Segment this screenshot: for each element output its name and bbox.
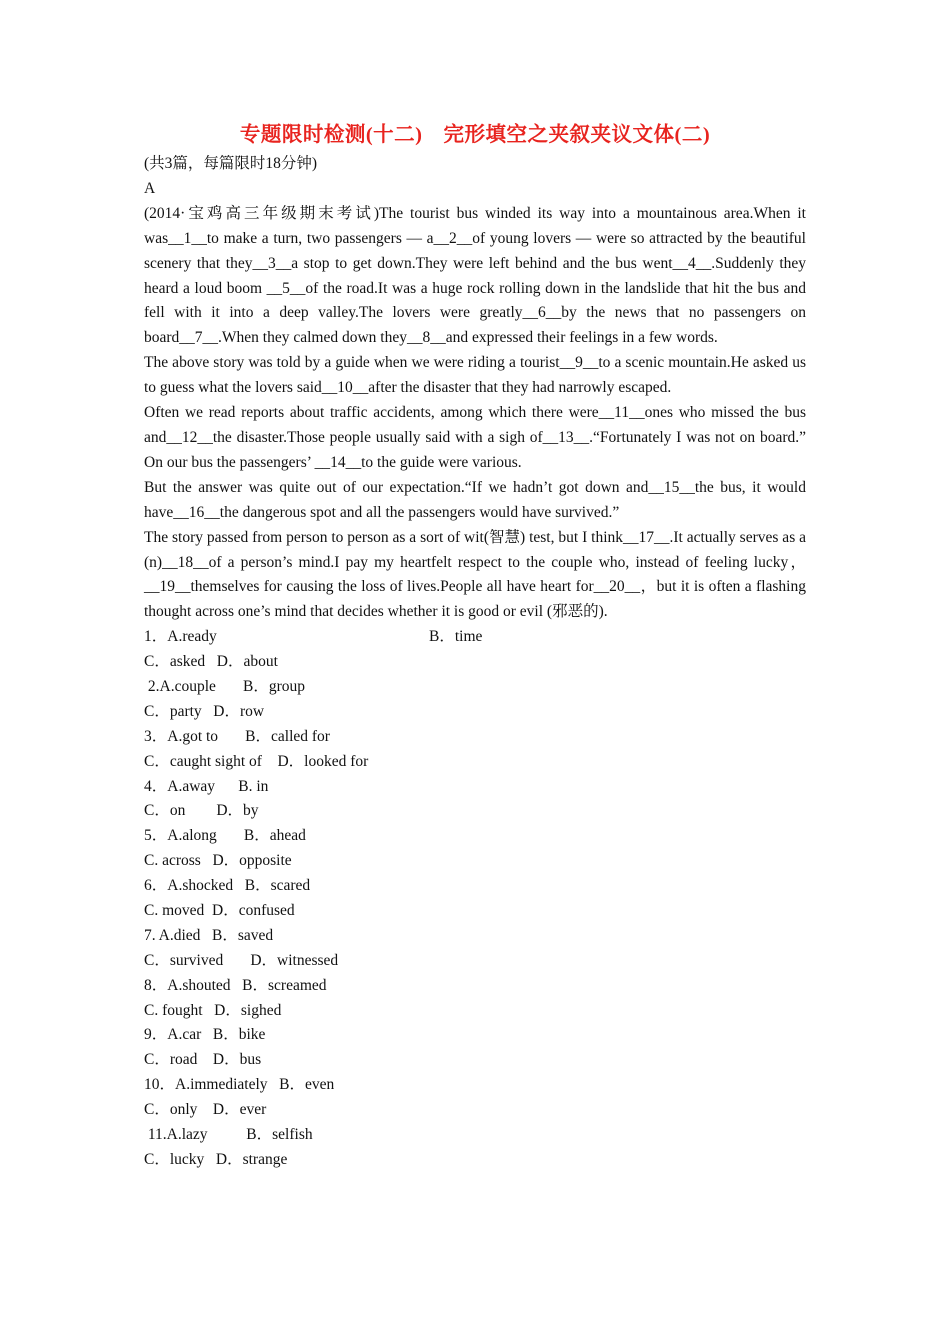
option-text: C．lucky D．strange (144, 1150, 288, 1168)
option-text: 5．A.along B．ahead (144, 827, 306, 845)
option-line (144, 775, 806, 800)
option-line (144, 849, 806, 874)
option-line (144, 824, 806, 849)
option-line (144, 999, 806, 1024)
option-text: C. fought D．sighed (144, 1001, 282, 1019)
option-text: C．survived D．witnessed (144, 951, 339, 969)
option-line (144, 650, 806, 675)
passage-paragraph-3: Often we read reports about traffic accidents, among which there were__11__ones who missed the bus and__12__the disaster.Those people usually said with a sigh of__13__.“Fortunately I was not on board.” On our bus the passengers’ __14__to the guide were various. (144, 404, 806, 471)
option-text: C．asked D．about (144, 653, 278, 671)
passage-paragraph-4: But the answer was quite out of our expectation.“If we hadn’t got down and__15__the bus, it would have__16__the dangerous spot and all the passengers would have survived.” (144, 478, 806, 521)
passage-paragraph-1: (2014·宝鸡高三年级期末考试)The tourist bus winded its way into a mountainous area.When it was__1__to make a turn, two passengers — a__2__of young lovers — were so attracted by the beautiful scenery that they__3__a stop to get down.They were left behind and the bus went__4__.Suddenly they heard a loud boom __5__of the road.It was a huge rock rolling down in the landslide that hit the bus and fell with it into a deep valley.The lovers were greatly__6__by the news that no passengers on board__7__.When they calmed down they__8__and expressed their feelings in a few words. (144, 204, 806, 347)
passage-paragraph-5: The story passed from person to person as a sort of wit(智慧) test, but I think__17__.It actually serves as a (n)__18__of a person’s mind.I pay my heartfelt respect to the couple who, instead of feeling lucky，__19__themselves for causing the loss of lives.People all have heart for__20__，but it is often a flashing thought across one’s mind that decides whether it is good or evil (邪恶的). (144, 528, 806, 621)
option-line (144, 799, 806, 824)
option-text: C. across D．opposite (144, 852, 292, 870)
option-text: C．road D．bus (144, 1051, 262, 1069)
option-text: C．only D．ever (144, 1101, 267, 1119)
option-line (144, 1073, 806, 1098)
option-text: C．on D．by (144, 802, 259, 820)
option-line (144, 1148, 806, 1173)
option-text: C．party D．row (144, 702, 265, 720)
option-line (144, 700, 806, 725)
option-line (144, 625, 806, 650)
option-text: 3．A.got to B．called for (144, 727, 330, 745)
option-text: 7. A.died B．saved (144, 926, 274, 944)
option-line (144, 974, 806, 999)
option-line (144, 725, 806, 750)
document-page (144, 118, 806, 1173)
page-title: 专题限时检测(十二) 完形填空之夹叙夹议文体(二) (239, 124, 711, 146)
option-line (144, 949, 806, 974)
option-text: 2.A.couple B．group (144, 678, 306, 695)
option-text: C．caught sight of D．looked for (144, 752, 369, 770)
option-text: 1．A.ready (144, 628, 217, 646)
option-line (144, 1023, 806, 1048)
option-line (144, 1098, 806, 1123)
option-text-right: B．time (429, 628, 483, 646)
time-limit-note: (共3篇，每篇限时18分钟) (144, 155, 318, 172)
options-list (144, 625, 806, 1173)
option-line (144, 750, 806, 775)
option-line (144, 1123, 806, 1148)
option-text: 8．A.shouted B．screamed (144, 976, 327, 994)
option-text: 6．A.shocked B．scared (144, 877, 311, 895)
passage-paragraph-2: The above story was told by a guide when we were riding a tourist__9__to a scenic mountain.He asked us to guess what the lovers said__10__after the disaster that they had narrowly escaped. (144, 354, 806, 397)
option-line (144, 874, 806, 899)
option-text: 4．A.away B. in (144, 777, 269, 795)
option-text: C. moved D．confused (144, 902, 295, 920)
section-label: A (144, 179, 156, 197)
option-text: 11.A.lazy B．selfish (144, 1126, 313, 1144)
option-text: 10．A.immediately B．even (144, 1076, 335, 1094)
option-line (144, 1048, 806, 1073)
option-text: 9．A.car B．bike (144, 1026, 266, 1044)
option-line (144, 899, 806, 924)
option-line (144, 675, 806, 700)
option-line (144, 924, 806, 949)
